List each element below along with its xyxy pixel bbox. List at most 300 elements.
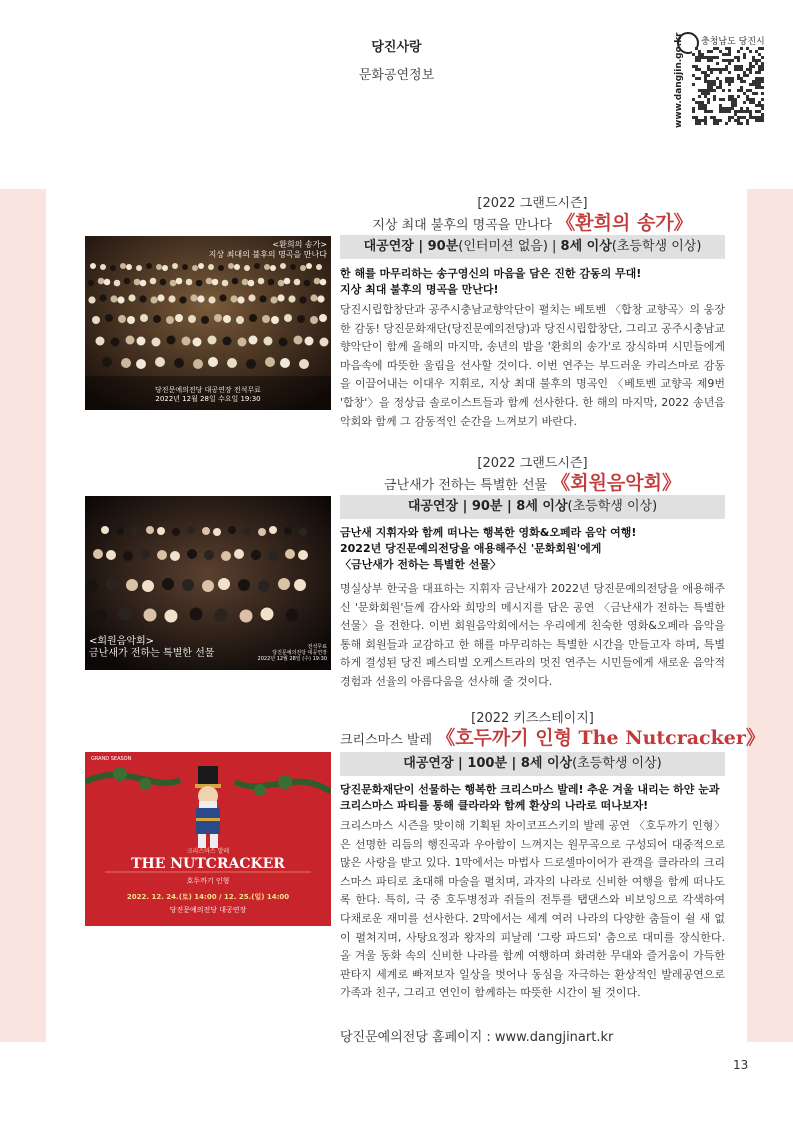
qr-cell [692, 110, 695, 113]
qr-cell [707, 68, 710, 71]
performer-dot [117, 296, 124, 303]
ballet-section [85, 707, 765, 1017]
performer-dot [105, 314, 113, 322]
performer-dot [294, 579, 306, 591]
qr-cell [710, 56, 713, 59]
caption-line: <환희의 송가> [272, 240, 327, 249]
qr-cell [737, 77, 740, 80]
qr-cell [707, 50, 710, 53]
performer-dot [258, 580, 270, 592]
performer-dot [119, 608, 132, 621]
qr-cell [719, 107, 722, 110]
season-tag: [2022 그랜드시즌] [477, 196, 588, 211]
poster-small-title: 크리스마스 발레 [186, 848, 230, 855]
qr-cell [746, 110, 749, 113]
qr-cell [704, 122, 707, 125]
qr-cell [719, 119, 722, 122]
lead-line: 당진문화재단이 선물하는 행복한 크리스마스 발레! 추운 겨울 내리는 하얀 눈과 [340, 783, 720, 796]
caption-line: <회원음악회> [89, 636, 155, 647]
performer-dot [234, 549, 244, 559]
poster-title: THE NUTCRACKER [131, 856, 285, 872]
performer-dot [136, 265, 142, 271]
performer-dot [165, 610, 178, 623]
performer-dot [190, 608, 203, 621]
performer-dot [264, 264, 270, 270]
performer-dot [157, 294, 164, 301]
performer-dot [121, 358, 131, 368]
qr-cell [758, 116, 761, 119]
qr-cell [761, 86, 764, 89]
qr-cell [746, 89, 749, 92]
qr-cell [734, 65, 737, 68]
qr-cell [719, 86, 722, 89]
performer-dot [213, 528, 221, 536]
choir-photo-art [85, 236, 331, 410]
qr-cell [728, 53, 731, 56]
performer-dot [90, 263, 96, 269]
qr-cell [755, 110, 758, 113]
qr-cell [761, 104, 764, 107]
performer-dot [304, 280, 311, 287]
qr-cell [728, 110, 731, 113]
performer-dot [204, 550, 214, 560]
qr-cell [761, 77, 764, 80]
performer-dot [320, 279, 327, 286]
qr-cell [707, 98, 710, 101]
photo-caption-left [89, 636, 214, 660]
performer-dot [278, 280, 285, 287]
performer-dot [249, 336, 258, 345]
performer-dot [270, 296, 277, 303]
qr-cell [722, 89, 725, 92]
concert-description: 당진시립합창단과 공주시충남교향악단이 펼치는 베토벤 〈합창 교향곡〉의 웅장한 감동! 당진문화재단(당진문예의전당)과 당진시립합창단, 그리고 공주시충남교향악단이 함께 올해의 마지막, 송년의 밤을 '환희의 송가'로 장식하며 시민들에게 마음속에 따뜻한 울림을 선사할 것이다. 이번 연주는 부드러운 카리스마로 감동을 이끌어내는 이대우 지휘로, 지상 최대 불후의 명곡인 〈베토벤 교향곡 제9번 '합창'〉을 정상급 솔로이스트들과 함께 선사한다. 한 해의 마지막, 2022 송년음악회와 함께 그 감동적인 순간을 느껴보기 바란다. [340, 303, 725, 428]
qr-cell [704, 77, 707, 80]
performer-dot [150, 296, 157, 303]
qr-cell [752, 98, 755, 101]
qr-cell [725, 77, 728, 80]
qr-cell [701, 56, 704, 59]
qr-cell [710, 59, 713, 62]
performer-dot [155, 357, 165, 367]
performer-dot [299, 359, 309, 369]
qr-cell [716, 47, 719, 50]
performer-dot [126, 336, 135, 345]
performer-dot [254, 263, 260, 269]
performer-dot [236, 316, 244, 324]
qr-cell [707, 101, 710, 104]
performer-dot [242, 279, 249, 286]
qr-cell [740, 80, 743, 83]
choir-photo [85, 236, 331, 410]
info-note: (인터미션 없음) | [458, 239, 561, 254]
qr-cell [749, 110, 752, 113]
performer-dot [310, 294, 317, 301]
qr-cell [743, 92, 746, 95]
qr-cell [758, 53, 761, 56]
performer-dot [280, 263, 286, 269]
subtitle-prefix: 금난새가 전하는 특별한 선물 [383, 478, 548, 493]
qr-cell [740, 68, 743, 71]
qr-cell [734, 113, 737, 116]
qr-cell [728, 95, 731, 98]
qr-cell [707, 56, 710, 59]
qr-cell [743, 74, 746, 77]
performer-dot [92, 316, 100, 324]
qr-cell [695, 116, 698, 119]
qr-cell [761, 62, 764, 65]
performer-dot [221, 551, 231, 561]
qr-cell [758, 59, 761, 62]
performer-dot [232, 278, 239, 285]
qr-cell [701, 53, 704, 56]
performer-dot [228, 263, 234, 269]
qr-cell [761, 47, 764, 50]
qr-cell [695, 119, 698, 122]
qr-cell [755, 50, 758, 53]
performer-dot [106, 578, 118, 590]
qr-cell [701, 119, 704, 122]
qr-cell [716, 62, 719, 65]
page-number: 13 [733, 1058, 749, 1072]
season-tag: [2022 키즈스테이지] [471, 711, 594, 726]
performer-dot [248, 280, 255, 287]
concert-info-bar [340, 495, 725, 519]
qr-cell [713, 89, 716, 92]
qr-cell [704, 95, 707, 98]
qr-cell [722, 68, 725, 71]
qr-cell [719, 80, 722, 83]
lead-line: 2022년 당진문예의전당을 애용해주신 '문화회원'에게 [340, 542, 602, 555]
qr-cell [749, 71, 752, 74]
qr-cell [716, 119, 719, 122]
performer-dot [249, 314, 257, 322]
qr-cell [740, 47, 743, 50]
performer-dot [202, 580, 214, 592]
performer-dot [126, 264, 132, 270]
qr-cell [752, 59, 755, 62]
qr-cell [731, 95, 734, 98]
qr-cell [749, 62, 752, 65]
qr-cell [731, 59, 734, 62]
subtitle-prefix: 크리스마스 발레 [340, 733, 433, 748]
qr-cell [710, 86, 713, 89]
qr-cell [743, 80, 746, 83]
performer-dot [190, 294, 197, 301]
performer-dot [110, 265, 116, 271]
concert-lead [340, 525, 725, 573]
performer-dot [277, 294, 284, 301]
qr-cell [728, 59, 731, 62]
qr-cell [746, 98, 749, 101]
qr-cell [761, 68, 764, 71]
qr-cell [737, 68, 740, 71]
performer-dot [320, 338, 329, 347]
performer-dot [157, 550, 167, 560]
performer-dot [299, 528, 307, 536]
concert-info-bar [340, 235, 725, 259]
qr-cell [758, 47, 761, 50]
performer-dot [206, 278, 213, 285]
performer-dot [261, 608, 274, 621]
performer-dot [201, 316, 209, 324]
qr-cell [698, 50, 701, 53]
qr-cell [755, 59, 758, 62]
qr-cell [713, 83, 716, 86]
qr-cell [731, 107, 734, 110]
qr-cell [755, 62, 758, 65]
lead-line: 크리스마스 파티를 통해 클라라와 함께 환상의 나라로 떠나보자! [340, 799, 649, 812]
qr-cell [737, 74, 740, 77]
performer-dot [179, 296, 186, 303]
qr-cell [710, 50, 713, 53]
qr-cell [749, 101, 752, 104]
qr-cell [737, 59, 740, 62]
performer-dot [182, 337, 191, 346]
performer-dot [167, 336, 176, 345]
concert-title: 《환희의 송가》 [556, 212, 693, 234]
performer-dot [188, 315, 196, 323]
qr-cell [704, 56, 707, 59]
performer-dot [104, 279, 111, 286]
performer-dot [120, 263, 126, 269]
qr-cell [728, 62, 731, 65]
performer-dot [306, 263, 312, 269]
qr-cell [737, 56, 740, 59]
performer-dot [218, 578, 230, 590]
qr-cell [755, 77, 758, 80]
qr-cell [707, 65, 710, 68]
qr-cell [752, 56, 755, 59]
qr-cell [713, 98, 716, 101]
qr-cell [728, 98, 731, 101]
qr-cell [695, 59, 698, 62]
qr-code-icon [692, 47, 766, 125]
qr-cell [704, 80, 707, 83]
performer-dot [310, 316, 318, 324]
performer-dot [168, 295, 175, 302]
qr-cell [698, 56, 701, 59]
performer-dot [227, 358, 237, 368]
qr-cell [692, 116, 695, 119]
performer-dot [284, 278, 291, 285]
photo-caption-bottom [85, 386, 331, 404]
homepage-link[interactable]: 당진문예의전당 홈페이지 : www.dangjinart.kr [340, 1030, 614, 1045]
qr-cell [695, 77, 698, 80]
qr-cell [737, 65, 740, 68]
performer-dot [212, 279, 219, 286]
performer-dot [186, 279, 193, 286]
qr-cell [749, 89, 752, 92]
performer-dot [230, 295, 237, 302]
qr-cell [752, 80, 755, 83]
performer-dot [269, 526, 277, 534]
qr-cell [710, 110, 713, 113]
qr-cell [704, 92, 707, 95]
qr-cell [740, 116, 743, 119]
qr-cell [737, 116, 740, 119]
qr-cell [698, 77, 701, 80]
qr-cell [752, 101, 755, 104]
qr-cell [707, 83, 710, 86]
qr-cell [707, 89, 710, 92]
concert-description: 명실상부 한국을 대표하는 지휘자 금난새가 2022년 당진문예의전당을 애용해주신 '문화회원'들께 감사와 희망의 메시지를 담은 공연 〈금난새가 전하는 특별한 선물〉을 전한다. 이번 회원음악회에서는 우리에게 친숙한 영화&오페라 음악을 통해 회원들과 교감하고 한 해를 마무리하는 특별한 시간을 만들고자 하며, 특별하게 결성된 당진 페스티벌 오케스트라의 멋진 연주는 시민들에게 새로운 음악적 경험과 선율의 아름다움을 선사해 줄 것이다. [340, 582, 725, 688]
qr-cell [716, 68, 719, 71]
qr-cell [692, 53, 695, 56]
qr-cell [728, 83, 731, 86]
qr-cell [743, 110, 746, 113]
performer-dot [136, 359, 146, 369]
qr-cell [692, 107, 695, 110]
qr-cell [755, 104, 758, 107]
qr-cell [707, 59, 710, 62]
qr-cell [746, 107, 749, 110]
qr-cell [740, 77, 743, 80]
performer-dot [197, 295, 204, 302]
qr-cell [728, 119, 731, 122]
qr-cell [728, 50, 731, 53]
qr-cell [728, 107, 731, 110]
qr-cell [692, 98, 695, 101]
caption-line: 2022년 12월 28일 수요일 19:30 [155, 395, 261, 403]
qr-cell [698, 101, 701, 104]
qr-cell [707, 110, 710, 113]
qr-cell [743, 71, 746, 74]
poster-brand: GRAND SEASON [91, 756, 132, 762]
qr-cell [758, 86, 761, 89]
qr-cell [737, 110, 740, 113]
performer-dot [88, 280, 95, 287]
performer-dot [316, 264, 322, 270]
performer-dot [99, 294, 106, 301]
photo-caption-top [209, 240, 327, 260]
qr-cell [716, 86, 719, 89]
performer-dot [166, 316, 174, 324]
performer-dot [140, 314, 148, 322]
performer-dot [196, 280, 203, 287]
performer-dot [153, 315, 161, 323]
performer-dot [106, 550, 116, 560]
qr-cell [698, 53, 701, 56]
info-age-note: (초등학생 이상) [567, 499, 658, 514]
performer-dot [94, 610, 107, 623]
qr-cell [755, 86, 758, 89]
qr-cell [710, 71, 713, 74]
qr-cell [713, 56, 716, 59]
performer-dot [146, 263, 152, 269]
performer-dot [172, 528, 180, 536]
caption-line: 전석무료 [307, 644, 327, 650]
performer-dot [248, 294, 255, 301]
qr-cell [755, 116, 758, 119]
qr-cell [713, 68, 716, 71]
qr-cell [746, 68, 749, 71]
performer-dot [187, 549, 197, 559]
qr-cell [701, 104, 704, 107]
performer-dot [300, 265, 306, 271]
qr-cell [695, 65, 698, 68]
qr-cell [737, 89, 740, 92]
city-badge-text: 충청남도 당진시 [701, 37, 765, 47]
qr-cell [701, 101, 704, 104]
qr-cell [710, 80, 713, 83]
qr-cell [749, 83, 752, 86]
performer-dot [170, 280, 177, 287]
performer-dot [126, 579, 138, 591]
qr-cell [722, 98, 725, 101]
qr-cell [716, 77, 719, 80]
qr-cell [749, 50, 752, 53]
performer-dot [116, 527, 124, 535]
qr-cell [746, 47, 749, 50]
qr-cell [695, 68, 698, 71]
performer-dot [244, 265, 250, 271]
qr-cell [713, 116, 716, 119]
performer-dot [279, 338, 288, 347]
qr-cell [725, 107, 728, 110]
photo-caption-right [258, 644, 327, 662]
qr-cell [761, 65, 764, 68]
performer-dot [243, 527, 251, 535]
qr-cell [728, 71, 731, 74]
qr-cell [758, 119, 761, 122]
performer-dot [118, 315, 126, 323]
lead-line: 지상 최대 불후의 명곡을 만난다! [340, 283, 499, 296]
performer-dot [170, 551, 180, 561]
qr-cell [731, 77, 734, 80]
qr-cell [704, 89, 707, 92]
performer-dot [258, 278, 265, 285]
qr-cell [752, 83, 755, 86]
caption-line: 2022년 12월 28일 (수) 19:30 [257, 656, 327, 662]
qr-cell [701, 107, 704, 110]
qr-cell [758, 65, 761, 68]
qr-cell [746, 95, 749, 98]
qr-cell [695, 47, 698, 50]
qr-cell [758, 110, 761, 113]
qr-cell [734, 68, 737, 71]
qr-cell [731, 98, 734, 101]
qr-cell [725, 59, 728, 62]
concert-lead [340, 266, 725, 298]
qr-cell [698, 107, 701, 110]
qr-cell [743, 56, 746, 59]
qr-cell [692, 83, 695, 86]
qr-cell [731, 101, 734, 104]
qr-cell [758, 83, 761, 86]
qr-cell [737, 50, 740, 53]
performer-dot [264, 337, 273, 346]
qr-cell [704, 110, 707, 113]
concert-subtitle [340, 468, 725, 495]
qr-cell [725, 80, 728, 83]
qr-cell [755, 80, 758, 83]
performer-dot [208, 264, 214, 270]
qr-cell [719, 50, 722, 53]
qr-cell [698, 95, 701, 98]
qr-cell [707, 74, 710, 77]
qr-cell [704, 119, 707, 122]
qr-cell [761, 80, 764, 83]
performer-dot [157, 527, 165, 535]
season-tag: [2022 그랜드시즌] [477, 456, 588, 471]
performer-dot [228, 526, 236, 534]
qr-cell [713, 95, 716, 98]
caption-line: 금난새가 전하는 특별한 선물 [89, 648, 215, 659]
performer-dot [152, 338, 161, 347]
qr-cell [728, 47, 731, 50]
qr-cell [749, 98, 752, 101]
info-age-note: (초등학생 이상) [611, 239, 702, 254]
